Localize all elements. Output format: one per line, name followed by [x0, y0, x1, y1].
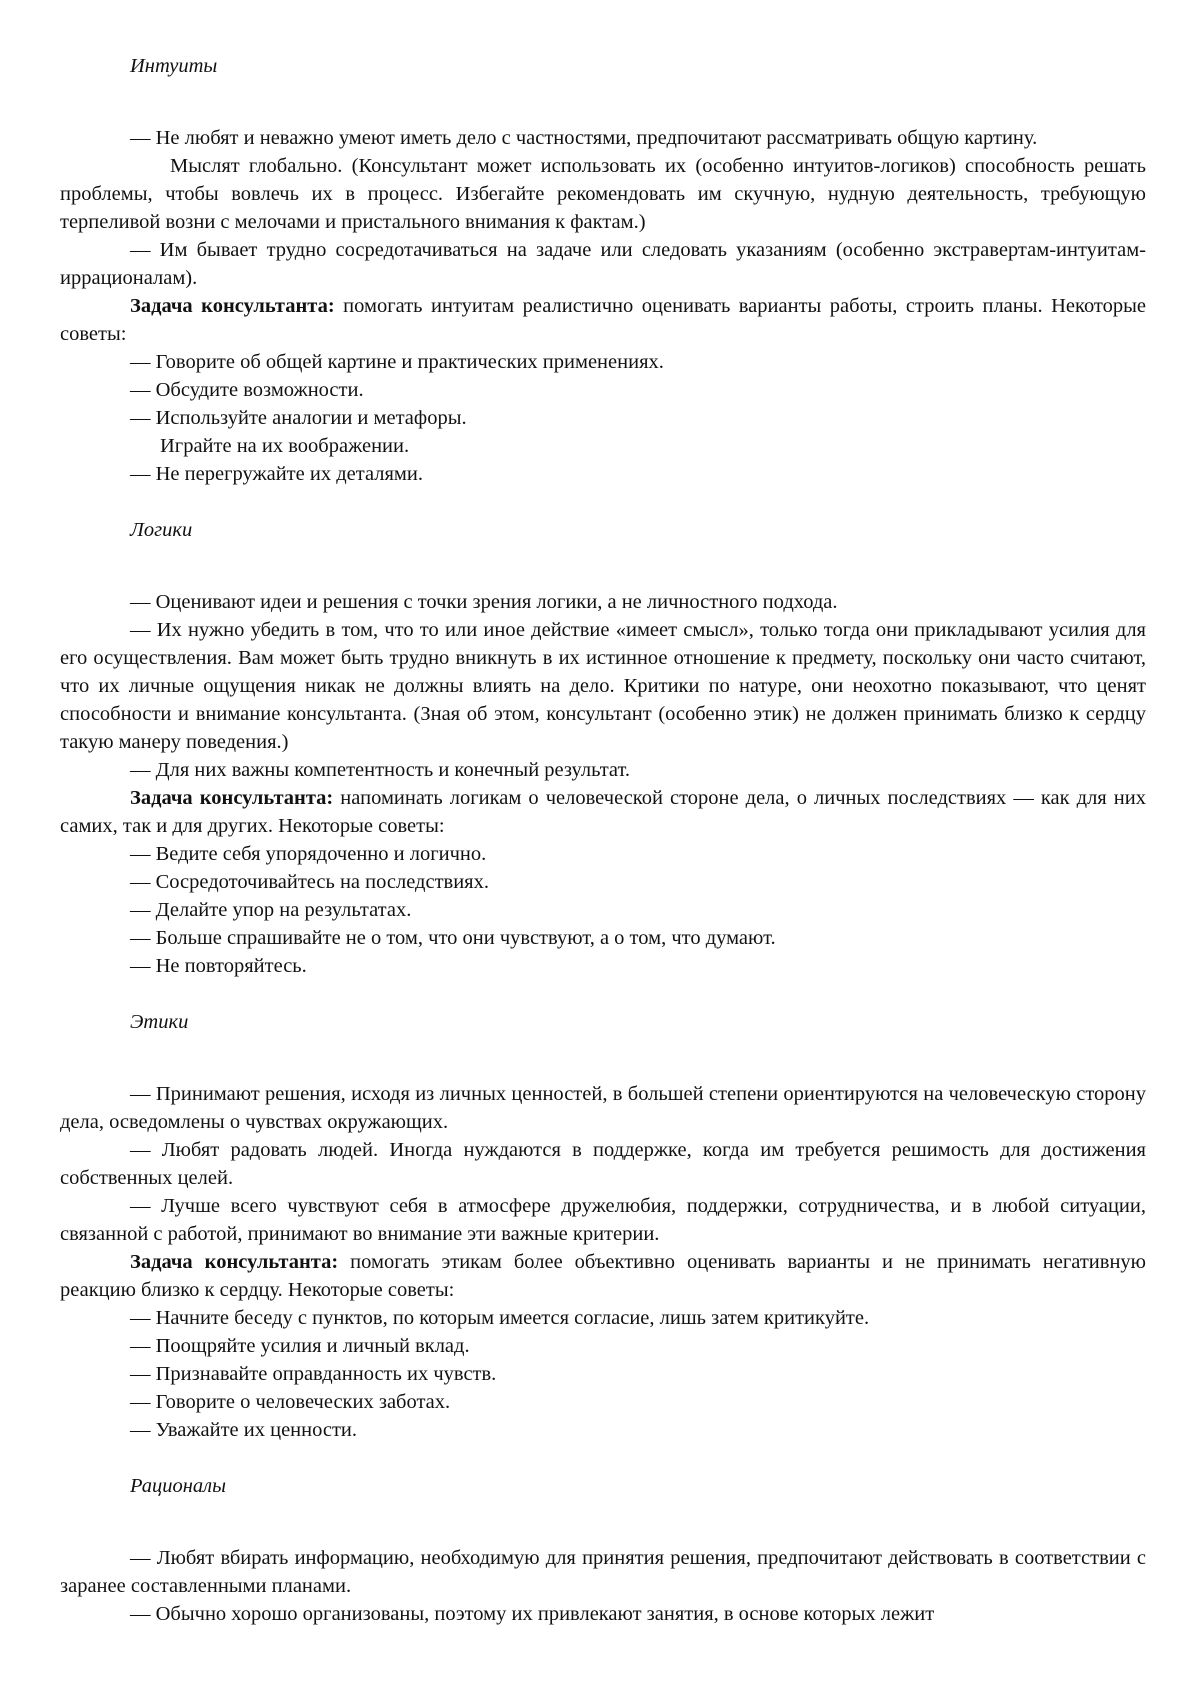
paragraph: Мыслят глобально. (Консультант может использовать их (особенно интуитов-логиков) способность решать проблемы, чтобы вовлечь их в процесс. Избегайте рекомендовать им скучную, нудную деятельность, требующую терпеливой возни с мелочами и пристального внимания к фактам.) [60, 155, 1146, 233]
list-item: Играйте на их воображении. [160, 435, 410, 457]
task-paragraph [60, 1248, 1146, 1304]
paragraph: — Не любят и неважно умеют иметь дело с частностями, предпочитают рассматривать общую картину. [130, 127, 1038, 149]
list-item: — Используйте аналогии и метафоры. [130, 407, 467, 429]
section-heading: Интуиты [130, 55, 218, 77]
list-item: — Делайте упор на результатах. [130, 899, 412, 921]
list-item: — Начните беседу с пунктов, по которым имеется согласие, лишь затем критикуйте. [130, 1307, 870, 1329]
section-heading: Рационалы [130, 1475, 226, 1497]
task-text: напоминать логикам о человеческой стороне дела, о личных последствиях — как для них самих, так и для других. Некоторые советы: [60, 787, 1146, 837]
list-item: — Больше спрашивайте не о том, что они чувствуют, а о том, что думают. [130, 927, 776, 949]
list-item: — Говорите об общей картине и практических применениях. [130, 351, 664, 373]
paragraph: — Принимают решения, исходя из личных ценностей, в большей степени ориентируются на человеческую сторону дела, осведомлены о чувствах окружающих. [60, 1083, 1146, 1133]
paragraph: — Оценивают идеи и решения с точки зрения логики, а не личностного подхода. [130, 591, 838, 613]
paragraph: — Любят радовать людей. Иногда нуждаются в поддержке, когда им требуется решимость для достижения собственных целей. [60, 1139, 1146, 1189]
list-item: — Говорите о человеческих заботах. [130, 1391, 451, 1413]
list-item: — Не перегружайте их деталями. [130, 463, 423, 485]
list-item: — Сосредоточивайтесь на последствиях. [130, 871, 489, 893]
paragraph: — Для них важны компетентность и конечный результат. [130, 759, 631, 781]
task-text: помогать этикам более объективно оценивать варианты и не принимать негативную реакцию близко к сердцу. Некоторые советы: [60, 1251, 1146, 1301]
task-label: Задача консультанта: [130, 1251, 339, 1273]
section-ethics [60, 1008, 1146, 1444]
section-logics [60, 516, 1146, 980]
task-label: Задача консультанта: [130, 787, 334, 809]
section-heading: Этики [130, 1011, 189, 1033]
list-item: — Обсудите возможности. [130, 379, 364, 401]
list-item: — Уважайте их ценности. [130, 1419, 358, 1441]
section-intuits [60, 52, 1146, 488]
task-paragraph [60, 784, 1146, 840]
task-paragraph [60, 292, 1146, 348]
paragraph: — Любят вбирать информацию, необходимую для принятия решения, предпочитают действовать в соответствии с заранее составленными планами. [60, 1547, 1146, 1597]
section-heading: Логики [130, 519, 193, 541]
task-label: Задача консультанта: [130, 295, 335, 317]
list-item: — Не повторяйтесь. [130, 955, 307, 977]
list-item: — Поощряйте усилия и личный вклад. [130, 1335, 470, 1357]
list-item: — Признавайте оправданность их чувств. [130, 1363, 497, 1385]
task-text: помогать интуитам реалистично оценивать варианты работы, строить планы. Некоторые советы: [60, 295, 1146, 345]
document-page [60, 52, 1146, 1656]
list-item: — Ведите себя упорядоченно и логично. [130, 843, 487, 865]
paragraph: — Обычно хорошо организованы, поэтому их привлекают занятия, в основе которых лежит [130, 1603, 935, 1625]
paragraph: — Им бывает трудно сосредотачиваться на задаче или следовать указаниям (особенно экстравертам-интуитам-иррационалам). [60, 239, 1146, 289]
section-rationals [60, 1472, 1146, 1628]
paragraph: — Лучше всего чувствуют себя в атмосфере дружелюбия, поддержки, сотрудничества, и в любой ситуации, связанной с работой, принимают во внимание эти важные критерии. [60, 1195, 1146, 1245]
paragraph: — Их нужно убедить в том, что то или иное действие «имеет смысл», только тогда они прикладывают усилия для его осуществления. Вам может быть трудно вникнуть в их истинное отношение к предмету, поскольку они часто считают, что их личные ощущения никак не должны влиять на дело. Критики по натуре, они неохотно показывают, что ценят способности и внимание консультанта. (Зная об этом, консультант (особенно этик) не должен принимать близко к сердцу такую манеру поведения.) [60, 619, 1146, 753]
